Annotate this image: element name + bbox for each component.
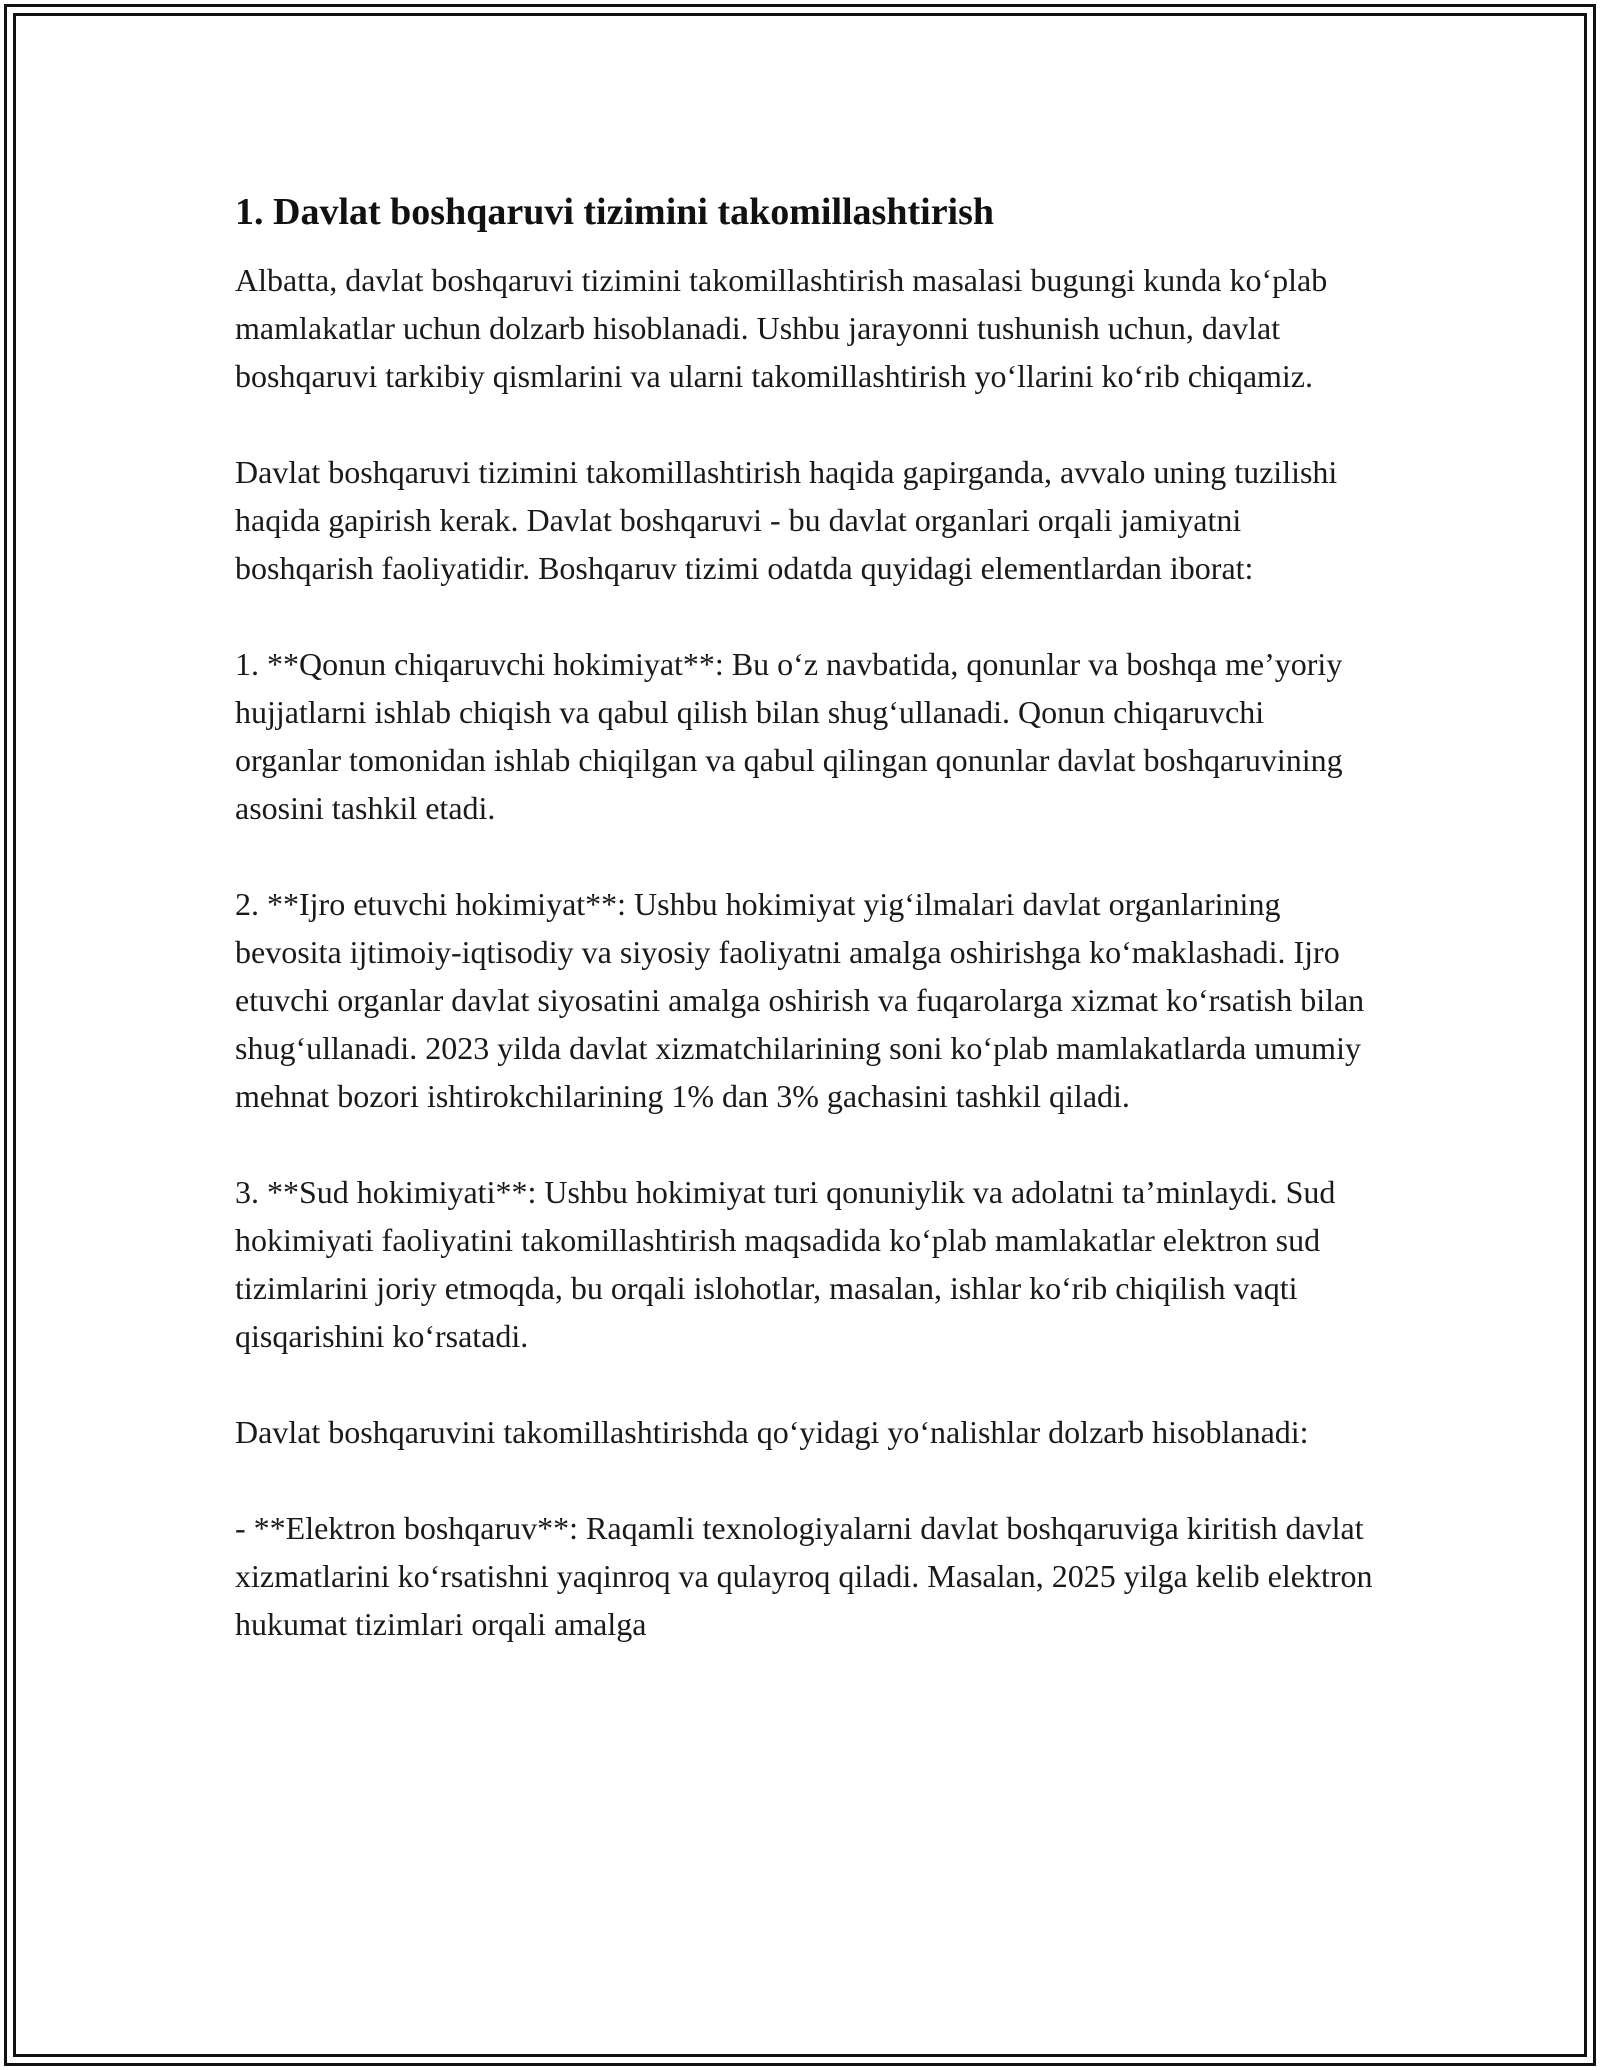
paragraph-legislative: 1. **Qonun chiqaruvchi hokimiyat**: Bu o‘z navbatida, qonunlar va boshqa me’yoriy hujjatlarni ishlab chiqish va qabul qilish bilan shug‘ullanadi. Qonun chiqaruvchi organlar tomonidan ishlab chiqilgan va qabul qilingan qonunlar davlat boshqaruvining asosini tashkil etadi. (235, 646, 1343, 826)
paragraph-e-government: - **Elektron boshqaruv**: Raqamli texnologiyalarni davlat boshqaruviga kiritish davlat xizmatlarini ko‘rsatishni yaqinroq va qulayroq qiladi. Masalan, 2025 yilga kelib elektron hukumat tizimlari orqali amalga (235, 1510, 1373, 1642)
section-heading: 1. Davlat boshqaruvi tizimini takomillashtirish (235, 191, 995, 233)
paragraph-judicial: 3. **Sud hokimiyati**: Ushbu hokimiyat turi qonuniylik va adolatni ta’minlaydi. Sud hokimiyati faoliyatini takomillashtirish maqsadida ko‘plab mamlakatlar elektron sud tizimlarini joriy etmoqda, bu orqali islohotlar, masalan, ishlar ko‘rib chiqilish vaqti qisqarishini ko‘rsatadi. (235, 1174, 1336, 1354)
paragraph-executive: 2. **Ijro etuvchi hokimiyat**: Ushbu hokimiyat yig‘ilmalari davlat organlarining bevosita ijtimoiy-iqtisodiy va siyosiy faoliyatni amalga oshirishga ko‘maklashadi. Ijro etuvchi organlar davlat siyosatini amalga oshirish va fuqarolarga xizmat ko‘rsatish bilan shug‘ullanadi. 2023 yilda davlat xizmatchilarining soni ko‘plab mamlakatlarda umumiy mehnat bozori ishtirokchilarining 1% dan 3% gachasini tashkil qiladi. (235, 886, 1365, 1114)
document-body (235, 188, 1375, 1648)
paragraph-intro: Albatta, davlat boshqaruvi tizimini takomillashtirish masalasi bugungi kunda ko‘plab mamlakatlar uchun dolzarb hisoblanadi. Ushbu jarayonni tushunish uchun, davlat boshqaruvi tarkibiy qismlarini va ularni takomillashtirish yo‘llarini ko‘rib chiqamiz. (235, 262, 1328, 394)
paragraph-directions: Davlat boshqaruvini takomillashtirishda qo‘yidagi yo‘nalishlar dolzarb hisoblanadi: (235, 1414, 1309, 1450)
paragraph-structure: Davlat boshqaruvi tizimini takomillashtirish haqida gapirganda, avvalo uning tuzilishi haqida gapirish kerak. Davlat boshqaruvi - bu davlat organlari orqali jamiyatni boshqarish faoliyatidir. Boshqaruv tizimi odatda quyidagi elementlardan iborat: (235, 454, 1338, 586)
